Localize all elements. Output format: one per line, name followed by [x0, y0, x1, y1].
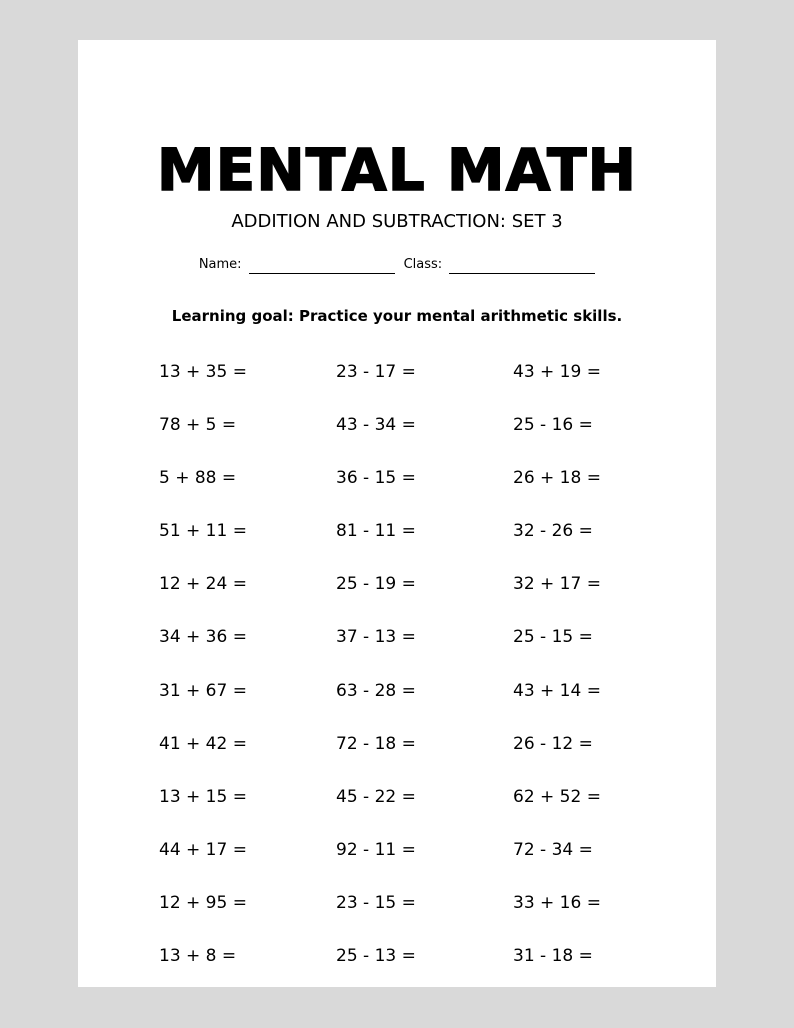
problem-row [159, 836, 679, 889]
problem-row [159, 942, 679, 995]
problem-grid [159, 358, 679, 995]
problem-item: 63 - 28 = [336, 680, 416, 701]
problem-item: 72 - 18 = [336, 733, 416, 754]
problem-item: 25 - 15 = [513, 627, 593, 648]
problem-row [159, 358, 679, 411]
problem-item: 43 + 19 = [513, 362, 601, 382]
problem-item: 37 - 13 = [336, 627, 416, 648]
problem-item: 13 + 8 = [159, 946, 237, 967]
problem-item: 26 + 18 = [513, 468, 601, 489]
problem-item: 31 + 67 = [159, 680, 247, 701]
problem-item: 33 + 16 = [513, 892, 601, 913]
problem-item: 41 + 42 = [159, 733, 247, 754]
name-label: Name: [198, 257, 242, 272]
page-subtitle: ADDITION AND SUBTRACTION: SET 3 [231, 211, 563, 232]
problem-row [159, 783, 679, 836]
problem-item: 23 - 15 = [336, 892, 416, 913]
problem-row [159, 464, 679, 517]
problem-item: 36 - 15 = [336, 468, 416, 489]
problem-item: 25 - 19 = [336, 574, 416, 595]
problem-item: 23 - 17 = [336, 362, 416, 382]
problem-item: 13 + 35 = [159, 362, 247, 382]
problem-item: 32 - 26 = [513, 521, 593, 542]
problem-item: 43 - 34 = [336, 415, 416, 436]
problem-item: 25 - 16 = [513, 415, 593, 436]
problem-item: 13 + 15 = [159, 786, 247, 807]
problem-item: 25 - 13 = [336, 946, 416, 967]
problem-item: 43 + 14 = [513, 680, 601, 701]
class-label: Class: [403, 257, 443, 272]
problem-item: 12 + 95 = [159, 892, 247, 913]
class-blank-line[interactable] [449, 259, 595, 274]
problem-item: 72 - 34 = [513, 839, 593, 860]
problem-item: 81 - 11 = [336, 521, 416, 542]
problem-item: 51 + 11 = [159, 521, 247, 542]
problem-item: 26 - 12 = [513, 733, 593, 754]
problem-item: 34 + 36 = [159, 627, 247, 648]
problem-row [159, 889, 679, 942]
worksheet-page [78, 40, 716, 987]
problem-item: 44 + 17 = [159, 839, 247, 860]
problem-row [159, 623, 679, 676]
problem-row [159, 411, 679, 464]
problem-item: 45 - 22 = [336, 786, 416, 807]
name-blank-line[interactable] [249, 259, 395, 274]
problem-row [159, 517, 679, 570]
problem-item: 62 + 52 = [513, 786, 601, 807]
problem-item: 32 + 17 = [513, 574, 601, 595]
page-title: MENTAL MATH [156, 136, 638, 204]
problem-item: 31 - 18 = [513, 946, 593, 967]
problem-row [159, 730, 679, 783]
problem-item: 12 + 24 = [159, 574, 247, 595]
name-class-row [78, 256, 716, 274]
problem-item: 5 + 88 = [159, 468, 237, 489]
problem-item: 92 - 11 = [336, 839, 416, 860]
problem-item: 78 + 5 = [159, 415, 237, 436]
problem-row [159, 570, 679, 623]
problem-row [159, 677, 679, 730]
learning-goal: Learning goal: Practice your mental arithmetic skills. [171, 307, 623, 325]
